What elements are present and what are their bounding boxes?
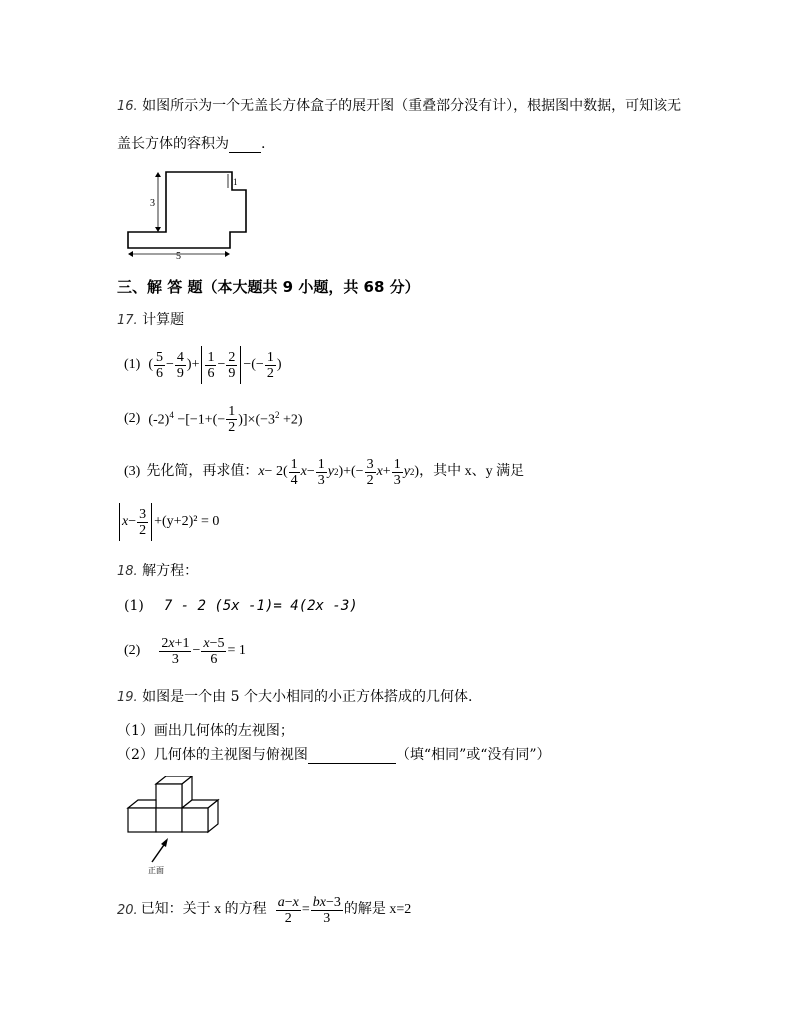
question-number: 17. [117,313,138,328]
q18-title: 解方程： [142,563,199,579]
rhs: = 1 [227,643,246,658]
fig-label-5: 5 [176,251,181,260]
q16-line2 [117,135,265,153]
fig-label-3: 3 [150,198,155,209]
q19-p2-hint: （填“相同”或“没有同”） [395,747,551,763]
q17-part2: (2) $(-2)^4 -[-1+(-$ $\frac{1}{2}$ )]$\times(-3^2 +2)$ [124,403,303,435]
period: . [261,136,266,152]
part-label: (2) [124,411,141,426]
q17-part1: (1) ( $\frac{5}{6}$ − $\frac{4}{9}$ )+ $\frac{1}{6}$ − $\frac{2}{9}$ −(− $\frac{1}{2}$ ) [124,344,282,386]
question-number: 18. [117,564,138,579]
condition-tail: +(y+2)² = 0 [154,514,220,529]
cube-structure-figure [116,776,226,876]
q19-p2-text: （2）几何体的主视图与俯视图 [117,747,308,763]
q17-p3-text: 先化简，再求值： [146,464,259,479]
answer-blank[interactable] [308,763,396,764]
q17-p3-tail: ，其中 x、y 满足 [419,464,525,479]
question-number: 20. [117,902,138,918]
q19-text: 如图是一个由 5 个大小相同的小正方体搭成的几何体. [142,689,473,705]
part-label: (1) [124,357,141,372]
q16-text: 如图所示为一个无盖长方体盒子的展开图（重叠部分没有计），根据图中数据，可知该无 [142,98,682,114]
q18-heading [117,562,198,581]
section-title: 三、解 答 题（本大题共 9 小题，共 68 分） [117,278,420,296]
q19-heading [117,688,472,707]
q16-text-2: 盖长方体的容积为 [117,136,229,152]
q17-condition: x − $\frac{3}{2}$ +(y+2)² = 0 [117,501,219,543]
q19-part1: （1）画出几何体的左视图； [117,723,294,739]
arrow-label: 正面 [148,866,164,875]
equation: 7 - 2 (5x -1)= 4(2x -3) [163,598,358,614]
q19-part2 [117,746,551,764]
fig-label-1: 1 [233,177,238,187]
q17-title: 计算题 [142,312,185,328]
q20: 20. 已知：关于 x 的方程 $\frac{a-x}{2}$ = $\frac{bx-3}{3}$ 的解是 x=2 [117,894,412,926]
q20-text: 已知：关于 x 的方程 [140,902,267,917]
part-label: (3) [124,464,141,479]
q17-part3: (3) 先化简，再求值： x − 2( $\frac{1}{4}$ x − $\frac{1}{3}$ y 2 )+(− $\frac{3}{2}$ x + $\frac{1}{3}$ y 2 ) ，其中 x、y 满足 [124,456,525,488]
q16-line1 [117,97,681,116]
q18-part2: (2) $\frac{2x+1}{3}$ − $\frac{x-5}{6}$ = 1 [124,635,246,667]
q17-heading [117,311,184,330]
part-label: (1) [124,598,144,614]
part-label: (2) [124,643,141,658]
q20-text-2: 的解是 x=2 [343,902,412,917]
box-net-figure [118,166,258,260]
question-number: 16. [117,99,138,114]
answer-blank[interactable] [229,152,261,153]
question-number: 19. [117,690,138,705]
q18-part1 [124,597,358,615]
